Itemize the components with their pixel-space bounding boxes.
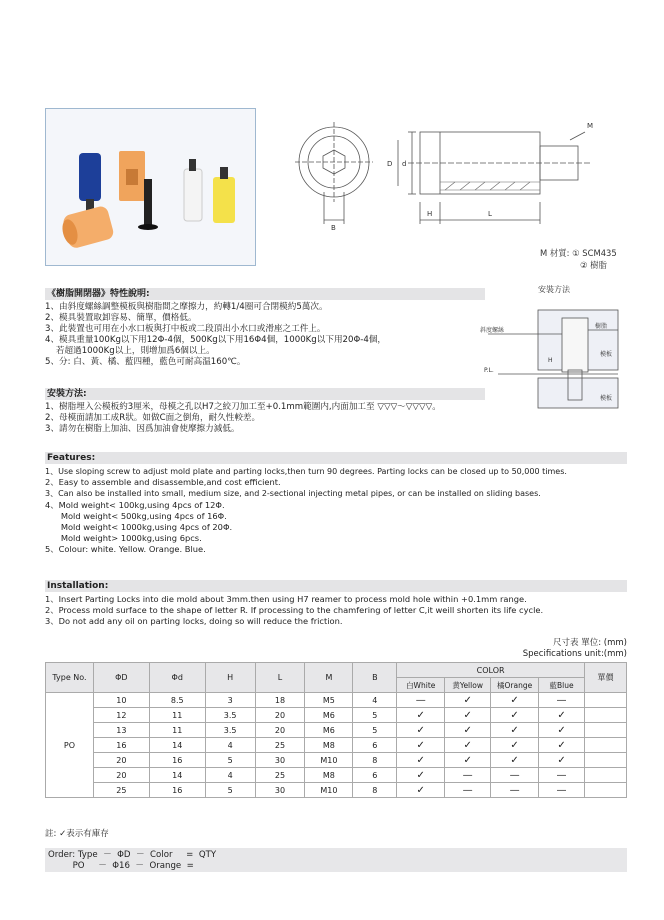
spec-cell: 3.5 (205, 723, 255, 738)
stock-cell: ✓ (397, 738, 445, 753)
col-blue: 藍Blue (539, 678, 585, 693)
install-diagram (478, 300, 628, 418)
spec-table (45, 662, 627, 798)
stock-cell: ✓ (445, 738, 491, 753)
spec-cell: M5 (305, 693, 353, 708)
stock-cell: ✓ (445, 693, 491, 708)
spec-cell: 20 (255, 723, 305, 738)
installation-title: Installation: (47, 581, 109, 591)
label-plate-1: 模板 (600, 351, 613, 358)
spec-cell: 5 (353, 708, 397, 723)
stock-cell: — (491, 783, 539, 798)
zh-install-title: 安裝方法: (47, 389, 87, 399)
feature-line: Mold weight< 500kg,using 4pcs of 16Φ. (45, 510, 227, 521)
stock-cell: ✓ (445, 723, 491, 738)
spec-cell: 8 (353, 783, 397, 798)
stock-cell: ✓ (539, 738, 585, 753)
order-line-2: PO － Φ16 － Orange = (48, 861, 194, 871)
zh-feature-line: 若超過1000Kg以上，則增加爲6個以上。 (45, 346, 215, 356)
table-row (46, 768, 627, 783)
spec-cell: M6 (305, 723, 353, 738)
order-line-1: Order: Type － ΦD － Color = QTY (48, 850, 217, 860)
zh-feature-line: 1、由斜度螺絲調整模板與樹脂間之摩擦力，約轉1/4圈可合閉模約5萬次。 (45, 302, 328, 312)
features-title: Features: (47, 453, 96, 463)
price-cell (584, 753, 626, 768)
orange-lock-lying (59, 205, 115, 251)
stock-cell: ✓ (397, 768, 445, 783)
spec-cell: 3 (205, 693, 255, 708)
stock-cell: ✓ (491, 738, 539, 753)
installation-line: 1、Insert Parting Locks into die mold about 3mm.then using H7 reamer to process mold hole within +0.1mm range. (45, 594, 527, 604)
spec-cell: 5 (205, 783, 255, 798)
spec-cell: M10 (305, 783, 353, 798)
stock-cell: ✓ (491, 723, 539, 738)
col-b: B (353, 663, 397, 693)
zh-feature-line: 4、模具重量100Kg以下用12Φ-4個，500Kg以下用16Φ4個，1000Kg以下用20Φ-4個， (45, 335, 386, 345)
parting-locks-illustration (46, 109, 257, 267)
blue-lock (79, 153, 101, 201)
col-m: M (305, 663, 353, 693)
spec-cell: 3.5 (205, 708, 255, 723)
spec-cell: 25 (255, 768, 305, 783)
zh-install-line: 3、請勿在樹脂上加油、因爲加油會使摩擦力減低。 (45, 424, 240, 434)
stock-cell: ✓ (397, 783, 445, 798)
zh-install-list (45, 402, 565, 435)
spec-cell: 4 (205, 738, 255, 753)
stock-cell: — (539, 693, 585, 708)
spec-cell: 5 (353, 723, 397, 738)
installation-line: 2、Process mold surface to the shape of letter R. If processing to the chamfering of letter C,it weill shorten its life cycle. (45, 605, 544, 616)
col-type: Type No. (46, 663, 94, 693)
table-row (46, 723, 627, 738)
feature-line: 5、Colour: white. Yellow. Orange. Blue. (45, 544, 206, 555)
yellow-lock-screw (220, 167, 228, 179)
table-row (46, 783, 627, 798)
table-row (46, 738, 627, 753)
spec-table-body (46, 693, 627, 798)
stock-cell: ✓ (397, 708, 445, 723)
spec-cell: 11 (149, 723, 205, 738)
yellow-lock (213, 177, 235, 223)
technical-drawing (290, 112, 620, 240)
orange-lock-hole (126, 169, 138, 185)
spec-cell: 30 (255, 753, 305, 768)
zh-feature-line: 2、模具裝置取卸容易、簡單，價格低。 (45, 313, 197, 323)
spec-cell: M8 (305, 738, 353, 753)
col-h: H (205, 663, 255, 693)
spec-cell: 16 (149, 783, 205, 798)
install-diagram-title: 安裝方法 (538, 285, 570, 294)
installation-list (45, 594, 635, 628)
price-cell (584, 783, 626, 798)
label-resin: 樹脂 (595, 323, 608, 330)
screw-head (138, 224, 158, 230)
zh-feature-line: 5、分: 白、黃、橘、藍四種，藍色可耐高温160℃。 (45, 357, 246, 367)
stock-cell: — (491, 768, 539, 783)
price-cell (584, 708, 626, 723)
zh-feature-line: 3、此裝置也可用在小水口板與打中板或二段頂出小水口或滑座之工件上。 (45, 324, 326, 334)
spec-cell: 14 (149, 768, 205, 783)
spec-cell: 10 (93, 693, 149, 708)
spec-cell: 8 (353, 753, 397, 768)
col-small-d: Φd (149, 663, 205, 693)
zh-install-line: 1、樹脂埋入公模板約3厘米，母模之孔以H7之絞刀加工至+0.1mm範圍内,内面加工至 ▽▽▽～▽▽▽▽。 (45, 402, 441, 412)
feature-line: Mold weight> 1000kg,using 6pcs. (45, 533, 202, 544)
spec-cell: M8 (305, 768, 353, 783)
installation-header (45, 580, 627, 592)
features-list (45, 466, 635, 556)
spec-cell: 8.5 (149, 693, 205, 708)
units-en: Specifications unit:(mm) (522, 649, 627, 659)
spec-cell: 5 (205, 753, 255, 768)
feature-line: 3、Can also be installed into small, medium size, and 2-sectional injecting metal pipes, or can be installed on sliding bases. (45, 489, 541, 499)
table-row (46, 708, 627, 723)
spec-cell: 20 (255, 708, 305, 723)
stock-cell: ✓ (491, 753, 539, 768)
feature-line: 4、Mold weight< 100kg,using 4pcs of 12Φ. (45, 499, 225, 510)
col-yellow: 黄Yellow (445, 678, 491, 693)
col-l: L (255, 663, 305, 693)
col-white: 白White (397, 678, 445, 693)
spec-cell: 25 (255, 738, 305, 753)
spec-cell: 14 (149, 738, 205, 753)
price-cell (584, 723, 626, 738)
label-screw: 斜度螺絲 (480, 327, 505, 334)
zh-features-list (45, 302, 485, 368)
zh-features-title: 《樹脂開閉器》特性說明: (47, 289, 150, 299)
white-lock-screw (189, 159, 196, 171)
type-cell: PO (46, 693, 94, 798)
stock-cell: ✓ (539, 723, 585, 738)
spec-cell: 11 (149, 708, 205, 723)
col-orange: 橘Orange (491, 678, 539, 693)
spec-cell: 25 (93, 783, 149, 798)
units-caption (420, 638, 627, 660)
stock-cell: ✓ (445, 708, 491, 723)
zh-install-header (45, 388, 485, 400)
feature-line: 1、Use sloping screw to adjust mold plate and parting locks,then turn 90 degrees. Parting locks can be closed up to 50,000 times. (45, 467, 567, 476)
label-pl: P.L. (484, 367, 494, 374)
white-lock (184, 169, 202, 221)
spec-cell: 4 (353, 693, 397, 708)
price-cell (584, 738, 626, 753)
spec-cell: 6 (353, 768, 397, 783)
material-label: M 材質: (540, 248, 570, 258)
stock-cell: ✓ (445, 753, 491, 768)
label-l: L (488, 210, 492, 218)
stock-cell: — (397, 693, 445, 708)
stock-cell: — (445, 768, 491, 783)
table-row (46, 753, 627, 768)
zh-install-line: 2、母模面請加工成R狀。如做C面之倒角，耐久性較差。 (45, 413, 261, 423)
feature-line: Mold weight< 1000kg,using 4pcs of 20Φ. (45, 522, 233, 533)
label-h-install: H (548, 357, 553, 364)
installation-line: 3、Do not add any oil on parting locks, doing so will reduce the friction. (45, 616, 343, 627)
spec-cell: 20 (93, 753, 149, 768)
label-big-d: D (387, 160, 393, 168)
zh-features-header (45, 288, 485, 300)
feature-line: 2、Easy to assemble and disassemble,and cost efficient. (45, 477, 281, 488)
features-header (45, 452, 627, 464)
material-item-2: ② 樹脂 (580, 260, 607, 270)
spec-cell: 4 (205, 768, 255, 783)
black-screw (144, 179, 152, 225)
stock-cell: ✓ (491, 708, 539, 723)
label-b: B (331, 224, 336, 232)
stock-cell: — (539, 783, 585, 798)
spec-cell: 20 (93, 768, 149, 783)
order-example (45, 848, 627, 872)
stock-cell: — (445, 783, 491, 798)
spec-cell: M6 (305, 708, 353, 723)
col-big-d: ΦD (93, 663, 149, 693)
stock-cell: ✓ (539, 753, 585, 768)
label-small-d: d (402, 160, 407, 168)
col-color: COLOR (397, 663, 585, 678)
product-photo (45, 108, 256, 266)
spec-cell: 16 (93, 738, 149, 753)
units-zh: 尺寸表 單位: (mm) (553, 638, 627, 648)
label-h: H (427, 210, 433, 218)
table-row (46, 693, 627, 708)
stock-note: 註: ✓表示有庫存 (45, 829, 109, 839)
stock-cell: ✓ (397, 723, 445, 738)
spec-cell: 13 (93, 723, 149, 738)
spec-cell: M10 (305, 753, 353, 768)
spec-cell: 12 (93, 708, 149, 723)
material-note (540, 247, 617, 271)
stock-cell: ✓ (397, 753, 445, 768)
price-cell (584, 768, 626, 783)
spec-cell: 18 (255, 693, 305, 708)
stock-cell: — (539, 768, 585, 783)
stock-cell: ✓ (491, 693, 539, 708)
label-plate-2: 模板 (600, 395, 613, 402)
col-price: 單價 (584, 663, 626, 693)
spec-cell: 16 (149, 753, 205, 768)
stock-cell: ✓ (539, 708, 585, 723)
price-cell (584, 693, 626, 708)
spec-cell: 6 (353, 738, 397, 753)
label-m: M (587, 122, 594, 130)
material-item-1: ① SCM435 (572, 248, 617, 258)
spec-cell: 30 (255, 783, 305, 798)
